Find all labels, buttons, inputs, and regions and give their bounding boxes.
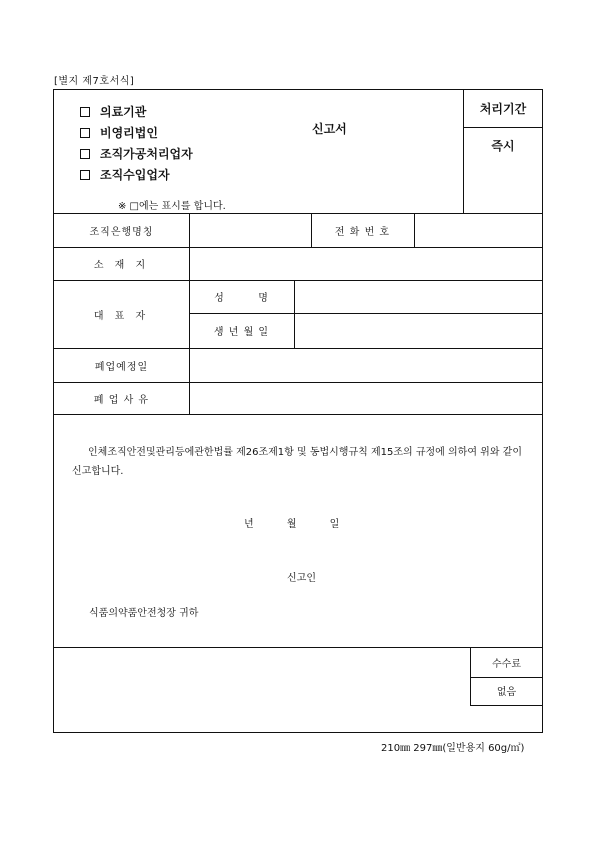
- blank-area: [54, 647, 470, 733]
- checklist-item-importer[interactable]: [80, 164, 193, 185]
- processing-period-value: 즉시: [491, 139, 515, 153]
- checkbox[interactable]: [80, 149, 90, 159]
- processing-period-label: 처리기간: [479, 101, 527, 116]
- form-number: [별지 제7호서식]: [54, 76, 135, 87]
- representative-label: 대 표 자: [93, 310, 150, 322]
- date-line[interactable]: 년 월 일: [244, 519, 340, 530]
- checkbox[interactable]: [80, 128, 90, 138]
- declaration-text: 인체조직안전및관리등에관한법률 제26조제1항 및 동법시행규칙 제15조의 규정에 의하여 위와 같이 신고합니다.: [72, 447, 522, 477]
- bank-name-field[interactable]: [189, 213, 311, 247]
- declaration-form: [53, 89, 543, 733]
- name-field[interactable]: [294, 280, 542, 313]
- fee-box-bottom: [470, 705, 542, 706]
- phone-field[interactable]: [414, 213, 542, 247]
- address-field[interactable]: [189, 247, 542, 280]
- birth-date-label: 생 년 월 일: [213, 327, 270, 338]
- checklist-label: 조직가공처리업자: [100, 147, 193, 161]
- fee-value: 없음: [496, 686, 517, 698]
- checklist-label: 조직수입업자: [100, 168, 170, 182]
- birth-date-field[interactable]: [294, 313, 542, 348]
- bank-name-label: 조직은행명칭: [89, 226, 154, 238]
- checkbox[interactable]: [80, 107, 90, 117]
- closure-date-field[interactable]: [189, 348, 542, 382]
- checklist-label: 의료기관: [100, 105, 147, 119]
- closure-reason-label: 폐 업 사 유: [93, 394, 150, 406]
- phone-label: 전 화 번 호: [334, 226, 391, 238]
- row-line: [54, 414, 542, 415]
- recipient-label: 식품의약품안전청장 귀하: [89, 608, 199, 619]
- closure-date-label: 폐업예정일: [94, 361, 149, 373]
- form-title: 신고서: [312, 122, 347, 136]
- declarant-label: 신고인: [287, 573, 316, 584]
- name-label: 성 명: [214, 293, 269, 304]
- institution-checklist: [80, 101, 193, 185]
- closure-reason-field[interactable]: [189, 382, 542, 414]
- checklist-item-medical[interactable]: [80, 101, 193, 122]
- checkbox-note: ※ □에는 표시를 합니다.: [118, 201, 226, 212]
- address-label: 소 재 지: [93, 260, 150, 271]
- checkbox[interactable]: [80, 170, 90, 180]
- fee-label: 수수료: [492, 658, 521, 670]
- checklist-item-processor[interactable]: [80, 143, 193, 164]
- checklist-item-nonprofit[interactable]: [80, 122, 193, 143]
- checklist-label: 비영리법인: [100, 126, 158, 140]
- paper-spec: 210㎜ 297㎜(일반용지 60g/㎡): [381, 743, 525, 754]
